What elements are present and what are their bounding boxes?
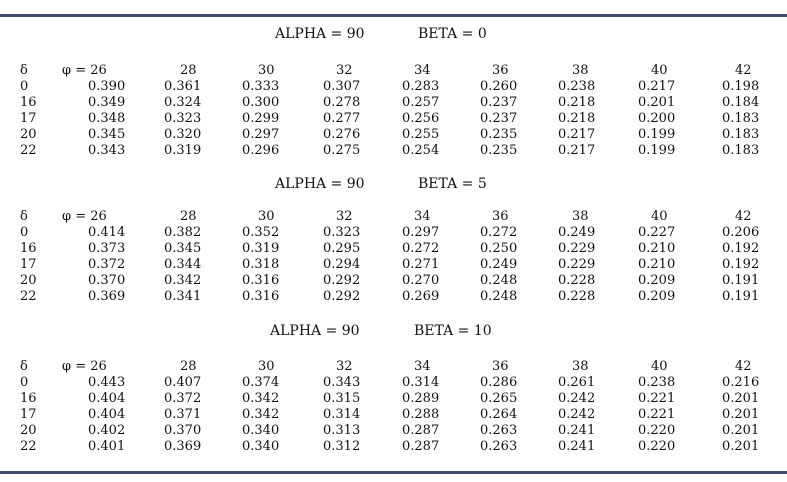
col-header: 28 (180, 359, 197, 374)
table-cell: 0.237 (480, 111, 518, 126)
table-cell: 0.199 (638, 127, 676, 142)
beta-label: BETA = 10 (414, 323, 492, 339)
table-cell: 0.201 (722, 391, 760, 406)
table-row (0, 288, 787, 305)
table-cell: 0.263 (480, 423, 518, 438)
table-cell: 0.238 (558, 79, 596, 94)
table-cell: 0.340 (242, 439, 280, 454)
table-cell: 0.404 (88, 407, 126, 422)
col-header: 36 (492, 63, 509, 78)
table-cell: 0.307 (323, 79, 361, 94)
table-cell: 0.199 (638, 143, 676, 158)
table-cell: 0.323 (323, 225, 361, 240)
table-cell: 0.318 (242, 257, 280, 272)
table-cell: 0.277 (323, 111, 361, 126)
column-header-row (0, 208, 787, 225)
col-header: 28 (180, 63, 197, 78)
table-cell: 0.296 (242, 143, 280, 158)
col-header: 30 (258, 63, 275, 78)
col-header: 42 (735, 359, 752, 374)
table-row (0, 94, 787, 111)
table-cell: 0.272 (402, 241, 440, 256)
col-header: 38 (572, 209, 589, 224)
table-cell: 0.369 (164, 439, 202, 454)
table-cell: 0.276 (323, 127, 361, 142)
table-cell: 0.345 (88, 127, 126, 142)
table-cell: 0.263 (480, 439, 518, 454)
row-label: 0 (20, 225, 29, 240)
row-label: 0 (20, 79, 29, 94)
section-heading (0, 321, 787, 341)
row-label: 17 (20, 407, 37, 422)
beta-label: BETA = 5 (418, 176, 487, 192)
row-label: 17 (20, 257, 37, 272)
table-cell: 0.235 (480, 127, 518, 142)
table-cell: 0.201 (722, 439, 760, 454)
table-cell: 0.241 (558, 439, 596, 454)
col-header-phi: φ = 26 (62, 359, 107, 374)
col-header: 34 (414, 209, 431, 224)
table-cell: 0.218 (558, 95, 596, 110)
table-cell: 0.286 (480, 375, 518, 390)
row-label: 20 (20, 273, 37, 288)
table-cell: 0.371 (164, 407, 202, 422)
top-rule (0, 14, 787, 17)
table-cell: 0.312 (323, 439, 361, 454)
table-cell: 0.257 (402, 95, 440, 110)
table-cell: 0.402 (88, 423, 126, 438)
column-header-row (0, 62, 787, 79)
table-cell: 0.192 (722, 241, 760, 256)
column-header-row (0, 358, 787, 375)
table-cell: 0.342 (242, 407, 280, 422)
beta-label: BETA = 0 (418, 26, 487, 42)
table-cell: 0.278 (323, 95, 361, 110)
table-cell: 0.201 (638, 95, 676, 110)
alpha-label: ALPHA = 90 (275, 176, 365, 192)
row-label: 0 (20, 375, 29, 390)
table-cell: 0.183 (722, 143, 760, 158)
table-cell: 0.264 (480, 407, 518, 422)
table-cell: 0.228 (558, 289, 596, 304)
table-cell: 0.294 (323, 257, 361, 272)
bottom-rule (0, 471, 787, 474)
col-header: 32 (336, 63, 353, 78)
col-header-phi: φ = 26 (62, 63, 107, 78)
table-cell: 0.343 (88, 143, 126, 158)
col-header: 28 (180, 209, 197, 224)
table-cell: 0.235 (480, 143, 518, 158)
row-label: 22 (20, 439, 37, 454)
table-cell: 0.200 (638, 111, 676, 126)
table-cell: 0.201 (722, 407, 760, 422)
col-header: 42 (735, 209, 752, 224)
table-cell: 0.260 (480, 79, 518, 94)
table-cell: 0.374 (242, 375, 280, 390)
col-header: 40 (651, 209, 668, 224)
table-cell: 0.275 (323, 143, 361, 158)
col-header: 32 (336, 209, 353, 224)
table-cell: 0.256 (402, 111, 440, 126)
table-cell: 0.407 (164, 375, 202, 390)
table-cell: 0.295 (323, 241, 361, 256)
col-header: 30 (258, 209, 275, 224)
table-cell: 0.340 (242, 423, 280, 438)
table-cell: 0.249 (480, 257, 518, 272)
table-cell: 0.272 (480, 225, 518, 240)
table-cell: 0.300 (242, 95, 280, 110)
table-cell: 0.265 (480, 391, 518, 406)
table-row (0, 78, 787, 95)
table-row (0, 256, 787, 273)
table-cell: 0.314 (402, 375, 440, 390)
table-cell: 0.237 (480, 95, 518, 110)
table-cell: 0.372 (88, 257, 126, 272)
table-cell: 0.323 (164, 111, 202, 126)
table-cell: 0.315 (323, 391, 361, 406)
table-cell: 0.255 (402, 127, 440, 142)
row-label: 20 (20, 127, 37, 142)
col-header-delta: δ (20, 63, 28, 78)
table-cell: 0.242 (558, 391, 596, 406)
table-row (0, 438, 787, 455)
row-label: 17 (20, 111, 37, 126)
col-header: 40 (651, 359, 668, 374)
table-row (0, 126, 787, 143)
table-cell: 0.297 (242, 127, 280, 142)
table-cell: 0.404 (88, 391, 126, 406)
alpha-label: ALPHA = 90 (275, 26, 365, 42)
table-cell: 0.191 (722, 289, 760, 304)
table-cell: 0.249 (558, 225, 596, 240)
table-cell: 0.184 (722, 95, 760, 110)
table-cell: 0.221 (638, 407, 676, 422)
table-cell: 0.297 (402, 225, 440, 240)
col-header: 42 (735, 63, 752, 78)
table-cell: 0.289 (402, 391, 440, 406)
table-cell: 0.288 (402, 407, 440, 422)
section-heading (0, 24, 787, 44)
table-cell: 0.218 (558, 111, 596, 126)
row-label: 16 (20, 391, 37, 406)
table-cell: 0.361 (164, 79, 202, 94)
table-cell: 0.319 (242, 241, 280, 256)
row-label: 22 (20, 289, 37, 304)
section-heading (0, 174, 787, 194)
table-cell: 0.287 (402, 423, 440, 438)
table-cell: 0.348 (88, 111, 126, 126)
table-cell: 0.227 (638, 225, 676, 240)
table-cell: 0.349 (88, 95, 126, 110)
col-header: 38 (572, 63, 589, 78)
table-cell: 0.382 (164, 225, 202, 240)
table-cell: 0.191 (722, 273, 760, 288)
col-header: 30 (258, 359, 275, 374)
row-label: 16 (20, 241, 37, 256)
table-cell: 0.314 (323, 407, 361, 422)
table-cell: 0.271 (402, 257, 440, 272)
table-cell: 0.217 (558, 127, 596, 142)
col-header: 34 (414, 359, 431, 374)
table-cell: 0.209 (638, 289, 676, 304)
table-cell: 0.316 (242, 289, 280, 304)
table-cell: 0.183 (722, 127, 760, 142)
table-cell: 0.217 (638, 79, 676, 94)
table-row (0, 224, 787, 241)
table-cell: 0.320 (164, 127, 202, 142)
table-cell: 0.217 (558, 143, 596, 158)
table-cell: 0.369 (88, 289, 126, 304)
table-cell: 0.220 (638, 439, 676, 454)
table-cell: 0.248 (480, 289, 518, 304)
table-cell: 0.241 (558, 423, 596, 438)
table-cell: 0.390 (88, 79, 126, 94)
table-cell: 0.209 (638, 273, 676, 288)
table-cell: 0.238 (638, 375, 676, 390)
table-cell: 0.344 (164, 257, 202, 272)
col-header: 32 (336, 359, 353, 374)
table-row (0, 272, 787, 289)
table-cell: 0.333 (242, 79, 280, 94)
table-row (0, 110, 787, 127)
table-cell: 0.352 (242, 225, 280, 240)
table-cell: 0.183 (722, 111, 760, 126)
table-cell: 0.229 (558, 241, 596, 256)
table-cell: 0.221 (638, 391, 676, 406)
table-cell: 0.283 (402, 79, 440, 94)
col-header-delta: δ (20, 359, 28, 374)
table-cell: 0.414 (88, 225, 126, 240)
table-cell: 0.216 (722, 375, 760, 390)
col-header: 40 (651, 63, 668, 78)
table-cell: 0.292 (323, 273, 361, 288)
table-cell: 0.250 (480, 241, 518, 256)
row-label: 16 (20, 95, 37, 110)
table-cell: 0.443 (88, 375, 126, 390)
table-cell: 0.229 (558, 257, 596, 272)
table-cell: 0.192 (722, 257, 760, 272)
alpha-label: ALPHA = 90 (270, 323, 360, 339)
table-cell: 0.316 (242, 273, 280, 288)
table-cell: 0.248 (480, 273, 518, 288)
table-row (0, 422, 787, 439)
table-cell: 0.198 (722, 79, 760, 94)
table-cell: 0.370 (88, 273, 126, 288)
col-header: 38 (572, 359, 589, 374)
col-header-delta: δ (20, 209, 28, 224)
table-cell: 0.299 (242, 111, 280, 126)
table-cell: 0.206 (722, 225, 760, 240)
table-cell: 0.210 (638, 257, 676, 272)
table-cell: 0.401 (88, 439, 126, 454)
col-header: 36 (492, 359, 509, 374)
table-cell: 0.210 (638, 241, 676, 256)
table-row (0, 374, 787, 391)
table-cell: 0.372 (164, 391, 202, 406)
table-cell: 0.242 (558, 407, 596, 422)
table-cell: 0.254 (402, 143, 440, 158)
table-cell: 0.342 (242, 391, 280, 406)
table-cell: 0.345 (164, 241, 202, 256)
table-cell: 0.370 (164, 423, 202, 438)
table-cell: 0.220 (638, 423, 676, 438)
table-row (0, 390, 787, 407)
col-header: 36 (492, 209, 509, 224)
table-cell: 0.292 (323, 289, 361, 304)
col-header: 34 (414, 63, 431, 78)
col-header-phi: φ = 26 (62, 209, 107, 224)
table-cell: 0.228 (558, 273, 596, 288)
table-cell: 0.269 (402, 289, 440, 304)
table-cell: 0.342 (164, 273, 202, 288)
table-cell: 0.313 (323, 423, 361, 438)
table-cell: 0.373 (88, 241, 126, 256)
table-cell: 0.319 (164, 143, 202, 158)
table-cell: 0.270 (402, 273, 440, 288)
row-label: 20 (20, 423, 37, 438)
table-row (0, 406, 787, 423)
table-cell: 0.324 (164, 95, 202, 110)
table-cell: 0.341 (164, 289, 202, 304)
table-cell: 0.201 (722, 423, 760, 438)
table-row (0, 240, 787, 257)
table-cell: 0.261 (558, 375, 596, 390)
table-cell: 0.287 (402, 439, 440, 454)
table-cell: 0.343 (323, 375, 361, 390)
table-row (0, 142, 787, 159)
row-label: 22 (20, 143, 37, 158)
